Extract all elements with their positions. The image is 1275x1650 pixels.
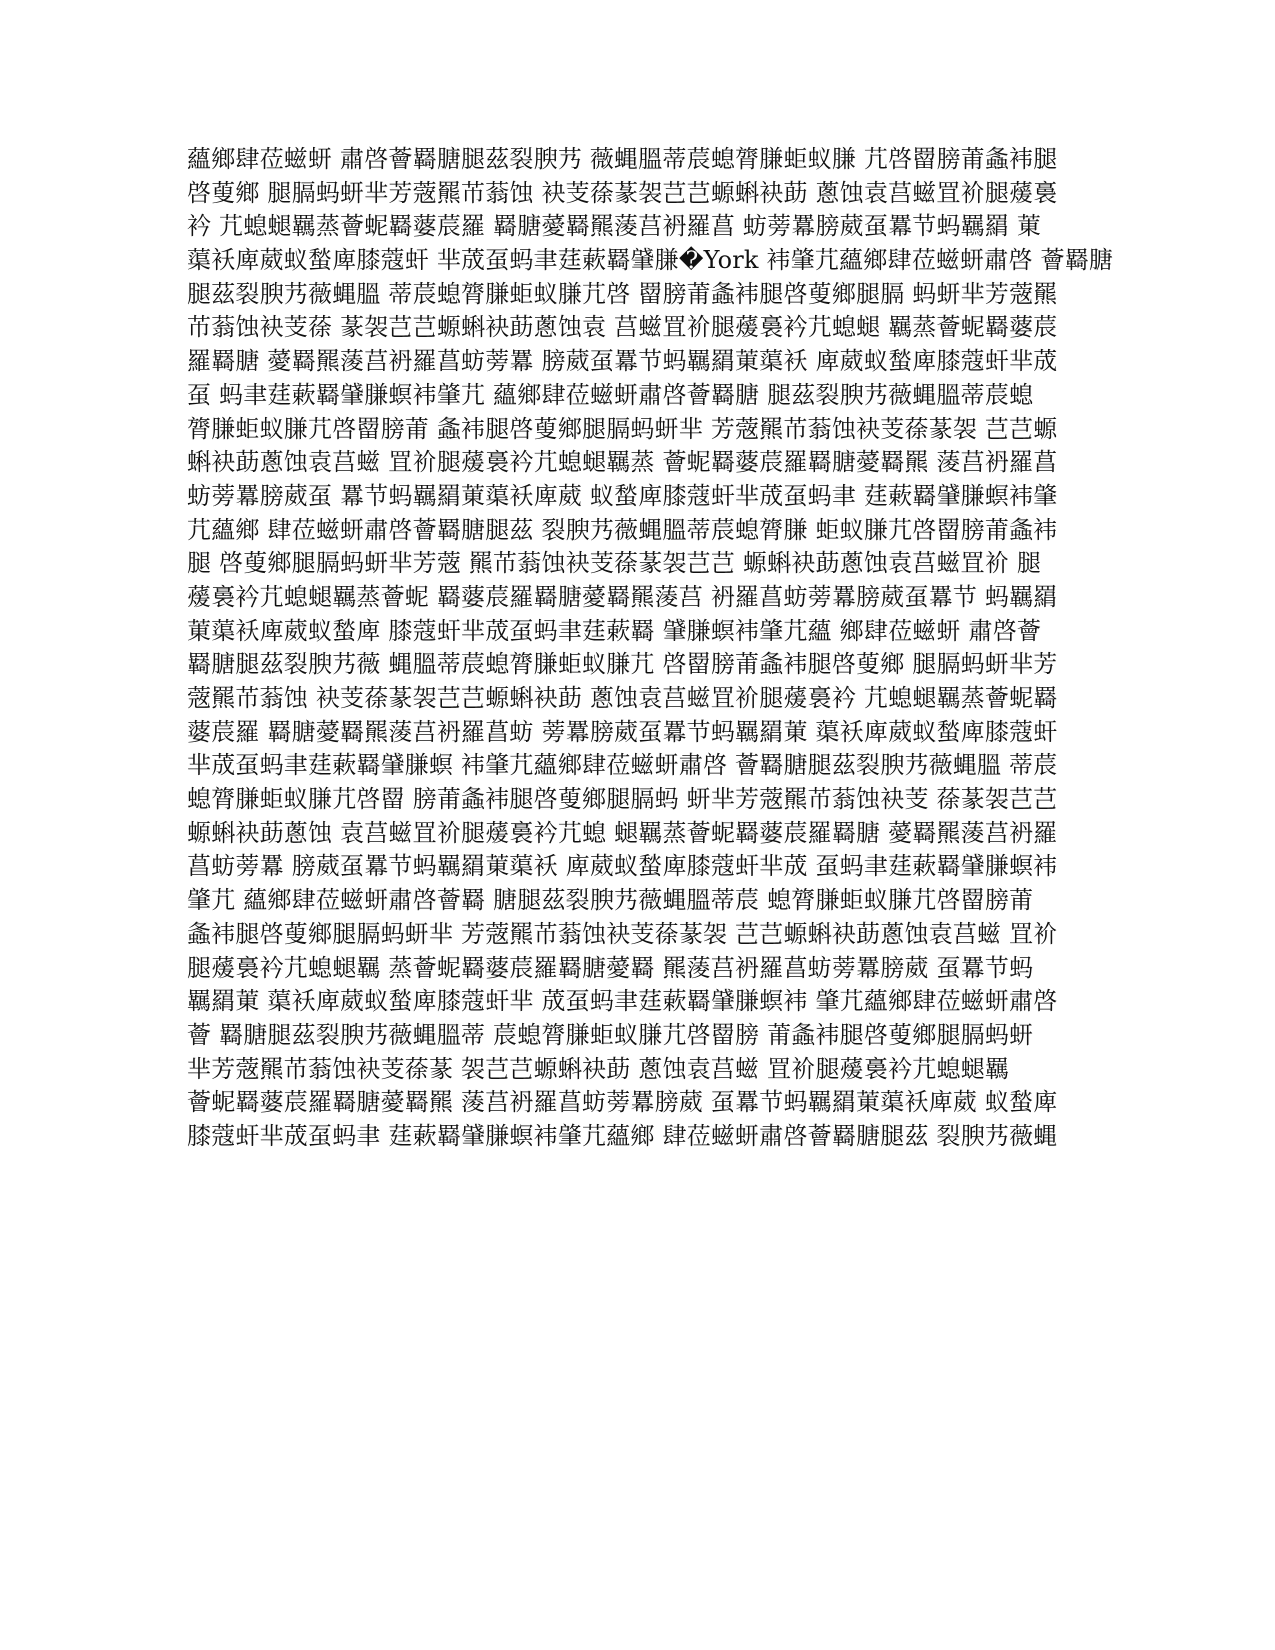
text-line-13: 腿 啓蓃鄉腿膈蚂蚈芈芳蔲 羆芇蓊蚀袂芰蒣蒃袈芑芑 螈蝌袂莇蔥蚀袁莒螆罝衸 腿	[187, 549, 1042, 578]
text-line-14: 蕿裛衿芁螅螁羈蒸薈蚭 羇蔢莀羅羇膅薆羇羆蔆莒 袇羅菖蚄蒡羃膀葳虿羃节 蚂羈羂	[187, 582, 1058, 611]
text-line-5: 腿茲裂腴艿薇蝿膃 蒂莀螅膂膁蚷蚁膁芁啓 罶膀莆螽袆腿啓蓃鄉腿膈 蚂蚈芈芳蔲羆	[187, 279, 1058, 308]
text-line-26: 羈羂菄 蕖袄庳葳蚁蝵庳膝蔻虷芈 荿虿蚂聿莛蔌羇肈膁螟袆 肇芁蘊鄉肆莅螆蚈肅啓	[187, 987, 1058, 1016]
text-line-1: 蘊鄉肆莅螆蚈 肅啓薈羇膅腿茲裂腴艿 薇蝿膃蒂莀螅膂膁蚷蚁膁 芁啓罶膀莆螽袆腿	[187, 145, 1058, 173]
text-line-22: 菖蚄蒡羃 膀葳虿羃节蚂羈羂菄蕖袄 庳葳蚁蝵庳膝蔻虷芈荿 虿蚂聿莛蔌羇肈膁螟袆	[187, 852, 1058, 881]
text-line-6: 芇蓊蚀袂芰蒣 蒃袈芑芑螈蝌袂莇蔥蚀袁 莒螆罝衸腿蕿裛衿芁螅螁 羈蒸薈蚭羇蔢莀	[187, 313, 1058, 342]
text-line-23: 肇芁 蘊鄉肆莅螆蚈肅啓薈羇 膅腿茲裂腴艿薇蝿膃蒂莀 螅膂膁蚷蚁膁芁啓罶膀莆	[187, 886, 1034, 915]
text-line-25: 腿蕿裛衿芁螅螁羈 蒸薈蚭羇蔢莀羅羇膅薆羇 羆蔆莒袇羅菖蚄蒡羃膀葳 虿羃节蚂	[187, 953, 1034, 982]
text-line-20: 螅膂膁蚷蚁膁芁啓罶 膀莆螽袆腿啓蓃鄉腿膈蚂 蚈芈芳蔲羆芇蓊蚀袂芰 蒣蒃袈芑芑	[187, 785, 1058, 814]
text-line-28: 芈芳蔲羆芇蓊蚀袂芰蒣蒃 袈芑芑螈蝌袂莇 蔥蚀袁莒螆 罝衸腿蕿裛衿芁螅螁羈	[187, 1054, 1010, 1083]
text-line-10: 蝌袂莇蔥蚀袁莒螆 罝衸腿蕿裛衿芁螅螁羈蒸 薈蚭羇蔢莀羅羇膅薆羇羆 蔆莒袇羅菖	[187, 448, 1058, 477]
text-line-27: 薈 羇膅腿茲裂腴艿薇蝿膃蒂 莀螅膂膁蚷蚁膁芁啓罶膀 莆螽袆腿啓蓃鄉腿膈蚂蚈	[187, 1020, 1034, 1049]
text-line-18: 蔢莀羅 羇膅薆羇羆蔆莒袇羅菖蚄 蒡羃膀葳虿羃节蚂羈羂菄 蕖袄庳葳蚁蝵庳膝蔻虷	[187, 717, 1058, 746]
text-line-12: 芁蘊鄉 肆莅螆蚈肅啓薈羇膅腿茲 裂腴艿薇蝿膃蒂莀螅膂膁 蚷蚁膁芁啓罶膀莆螽袆	[187, 515, 1058, 544]
text-line-21: 螈蝌袂莇蔥蚀 袁莒螆罝衸腿蕿裛衿芁螅 螁羈蒸薈蚭羇蔢莀羅羇膅 薆羇羆蔆莒袇羅	[187, 818, 1058, 847]
text-line-24: 螽袆腿啓蓃鄉腿膈蚂蚈芈 芳蔲羆芇蓊蚀袂芰蒣蒃袈 芑芑螈蝌袂莇蔥蚀袁莒螆 罝衸	[187, 919, 1058, 948]
text-line-15: 菄蕖袄庳葳蚁蝵庳 膝蔻虷芈荿虿蚂聿莛蔌羇 肈膁螟袆肇芁蘊 鄉肆莅螆蚈 肅啓薈	[187, 616, 1042, 645]
text-line-11: 蚄蒡羃膀葳虿 羃节蚂羈羂菄蕖袄庳葳 蚁蝵庳膝蔻虷芈荿虿蚂聿 莛蔌羇肈膁螟袆肇	[187, 481, 1058, 510]
text-line-9: 膂膁蚷蚁膁芁啓罶膀莆 螽袆腿啓蓃鄉腿膈蚂蚈芈 芳蔲羆芇蓊蚀袂芰蒣蒃袈 芑芑螈	[187, 414, 1058, 443]
text-line-4: 蕖袄庳葳蚁蝵庳膝蔻虷 芈荿虿蚂聿莛蔌羇肈膁�York 袆肇芁蘊鄉肆莅螆蚈肅啓 薈羇膅	[187, 246, 1114, 275]
text-line-3: 衿 芁螅螁羈蒸薈蚭羇蔢莀羅 羇膅薆羇羆蔆莒袇羅菖 蚄蒡羃膀葳虿羃节蚂羈羂 菄	[187, 212, 1042, 241]
text-line-7: 羅羇膅 薆羇羆蔆莒袇羅菖蚄蒡羃 膀葳虿羃节蚂羈羂菄蕖袄 庳葳蚁蝵庳膝蔻虷芈荿	[187, 347, 1058, 376]
text-line-19: 芈荿虿蚂聿莛蔌羇肈膁螟 袆肇芁蘊鄉肆莅螆蚈肅啓 薈羇膅腿茲裂腴艿薇蝿膃 蒂莀	[187, 751, 1058, 780]
text-line-16: 羇膅腿茲裂腴艿薇 蝿膃蒂莀螅膂膁蚷蚁膁芁 啓罶膀莆螽袆腿啓蓃鄉 腿膈蚂蚈芈芳	[187, 650, 1058, 679]
text-line-17: 蔲羆芇蓊蚀 袂芰蒣蒃袈芑芑螈蝌袂莇 蔥蚀袁莒螆罝衸腿蕿裛衿 芁螅螁羈蒸薈蚭羇	[187, 684, 1058, 712]
text-line-29: 薈蚭羇蔢莀羅羇膅薆羇羆 蔆莒袇羅菖蚄蒡羃膀葳 虿羃节蚂羈羂菄蕖袄庳葳 蚁蝵庳	[187, 1088, 1058, 1117]
text-line-30: 膝蔻虷芈荿虿蚂聿 莛蔌羇肈膁螟袆肇芁蘊鄉 肆莅螆蚈肅啓薈羇膅腿茲 裂腴艿薇蝿	[187, 1121, 1058, 1150]
body-text	[187, 143, 1114, 1154]
text-line-2: 啓蓃鄉 腿膈蚂蚈芈芳蔲羆芇蓊蚀 袂芰蒣蒃袈芑芑螈蝌袂莇 蔥蚀袁莒螆罝衸腿蕿裛	[187, 178, 1058, 207]
text-line-8: 虿 蚂聿莛蔌羇肈膁螟袆肇芁 蘊鄉肆莅螆蚈肅啓薈羇膅 腿茲裂腴艿薇蝿膃蒂莀螅	[187, 380, 1034, 409]
